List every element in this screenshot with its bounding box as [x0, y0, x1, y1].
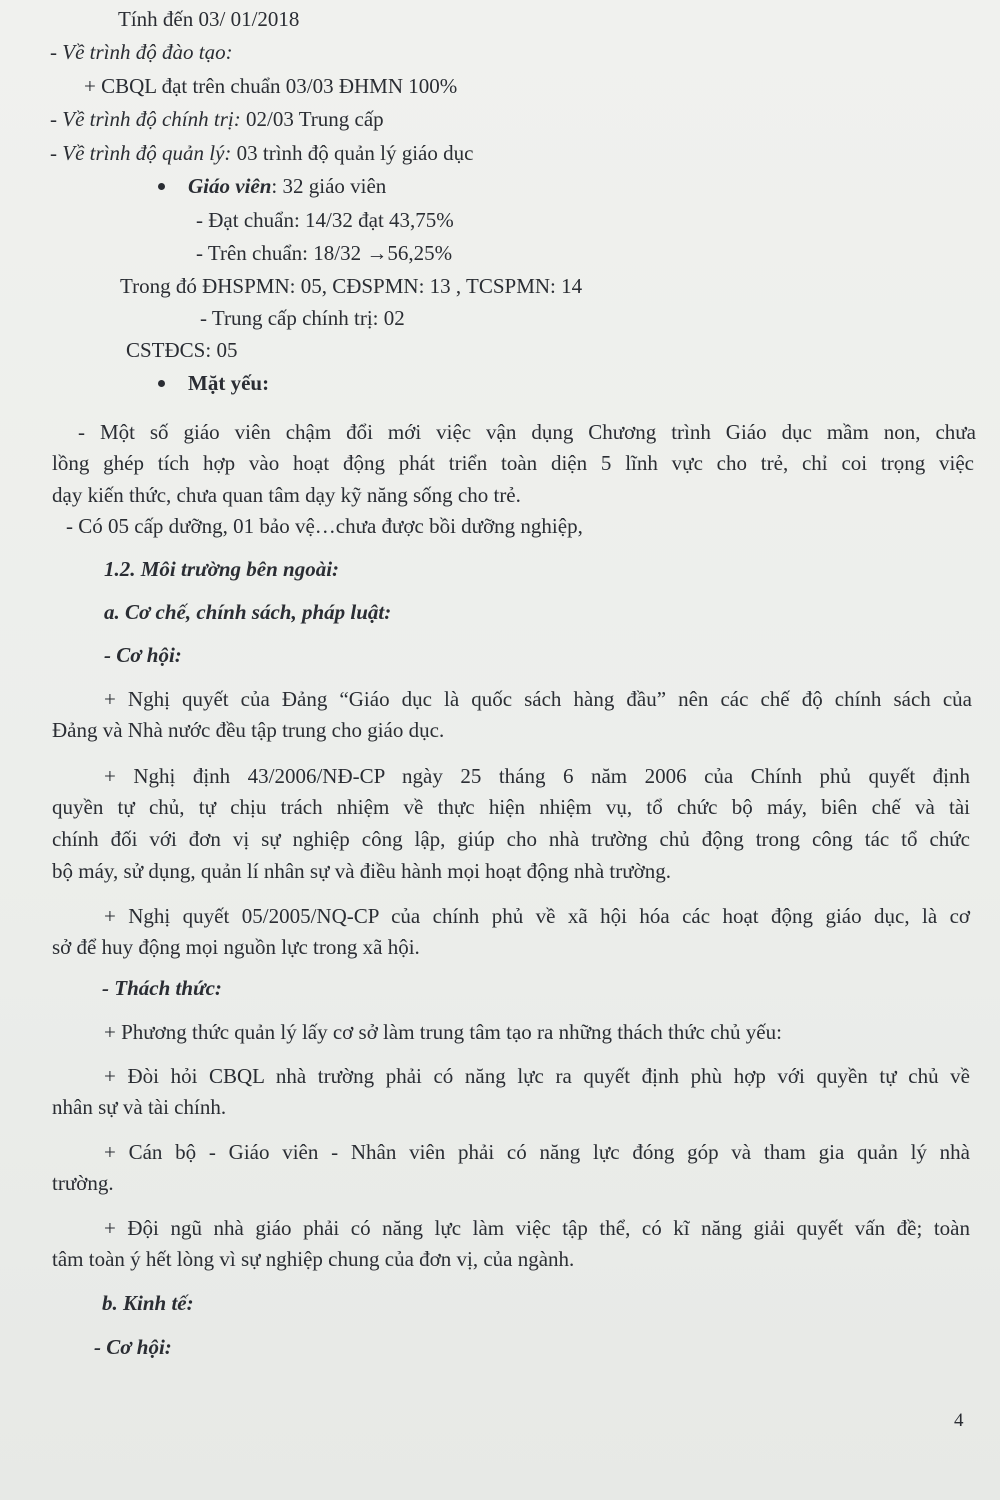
- political-level-line: [50, 106, 384, 132]
- bullet-dot: [158, 380, 165, 387]
- subsection-heading-policy: a. Cơ chế, chính sách, pháp luật:: [104, 600, 392, 624]
- paragraph-line: + Đòi hỏi CBQL nhà trường phải có năng lực ra quyết định phù hợp với quyền tự chủ về: [104, 1064, 970, 1088]
- cbql-standard-line: + CBQL đạt trên chuẩn 03/03 ĐHMN 100%: [84, 74, 458, 98]
- paragraph-line: bộ máy, sử dụng, quản lí nhân sự và điều hành mọi hoạt động nhà trường.: [52, 859, 671, 883]
- paragraph-line: quyền tự chủ, tự chịu trách nhiệm về thực hiện nhiệm vụ, tổ chức bộ máy, biên chế và tài: [52, 795, 970, 819]
- challenge-heading: - Thách thức:: [102, 976, 222, 1000]
- management-level-value: 03 trình độ quản lý giáo dục: [231, 141, 474, 165]
- paragraph-line: + Cán bộ - Giáo viên - Nhân viên phải có năng lực đóng góp và tham gia quản lý nhà: [104, 1140, 970, 1164]
- paragraph-line: trường.: [52, 1171, 114, 1195]
- weakness-paragraph-line: - Một số giáo viên chậm đổi mới việc vận dụng Chương trình Giáo dục mầm non, chưa: [78, 420, 976, 444]
- paragraph-line: + Nghị quyết của Đảng “Giáo dục là quốc sách hàng đầu” nên các chế độ chính sách của: [104, 687, 972, 711]
- management-level-label: - Về trình độ quản lý:: [50, 141, 232, 165]
- training-level-heading: - Về trình độ đào tạo:: [50, 40, 233, 64]
- date-line: Tính đến 03/ 01/2018: [118, 7, 300, 31]
- paragraph-line: Đảng và Nhà nước đều tập trung cho giáo dục.: [52, 718, 445, 742]
- teachers-count: : 32 giáo viên: [271, 174, 387, 198]
- section-heading-external: 1.2. Môi trường bên ngoài:: [104, 557, 340, 581]
- paragraph-line: + Phương thức quản lý lấy cơ sở làm trung tâm tạo ra những thách thức chủ yếu:: [104, 1020, 782, 1044]
- paragraph-line: + Nghị định 43/2006/NĐ-CP ngày 25 tháng 6 năm 2006 của Chính phủ quyết định: [104, 764, 970, 788]
- page-number: 4: [954, 1410, 964, 1431]
- standard-line: - Đạt chuẩn: 14/32 đạt 43,75%: [196, 208, 454, 232]
- paragraph-line: chính đối với đơn vị sự nghiệp công lập, giúp cho nhà trường chủ động trong công tác tổ chức: [52, 827, 970, 851]
- paragraph-line: + Đội ngũ nhà giáo phải có năng lực làm việc tập thể, có kĩ năng giải quyết vấn đề; toàn: [104, 1216, 970, 1240]
- subsection-heading-economy: b. Kinh tế:: [102, 1291, 194, 1315]
- paragraph-line: sở để huy động mọi nguồn lực trong xã hội.: [52, 935, 420, 959]
- political-level-value: 02/03 Trung cấp: [240, 107, 384, 131]
- cstdcs-line: CSTĐCS: 05: [126, 338, 238, 362]
- above-standard-line: - Trên chuẩn: 18/32 →56,25%: [196, 241, 453, 265]
- paragraph-line: nhân sự và tài chính.: [52, 1095, 227, 1119]
- weakness-paragraph-line: lồng ghép tích hợp vào hoạt động phát triển toàn diện 5 lĩnh vực cho trẻ, chỉ coi trọng việc: [52, 451, 974, 475]
- teachers-label: Giáo viên: [188, 174, 272, 198]
- opportunity-heading: - Cơ hội:: [94, 1335, 172, 1359]
- political-level-label: - Về trình độ chính trị:: [50, 107, 241, 131]
- teachers-line: [188, 173, 386, 199]
- paragraph-line: + Nghị quyết 05/2005/NQ-CP của chính phủ về xã hội hóa các hoạt động giáo dục, là cơ: [104, 904, 970, 928]
- paragraph-line: tâm toàn ý hết lòng vì sự nghiệp chung của đơn vị, của ngành.: [52, 1247, 575, 1271]
- weakness-paragraph-line: dạy kiến thức, chưa quan tâm dạy kỹ năng sống cho trẻ.: [52, 483, 521, 507]
- opportunity-heading: - Cơ hội:: [104, 643, 182, 667]
- management-level-line: [50, 140, 473, 166]
- staff-line: - Có 05 cấp dưỡng, 01 bảo vệ…chưa được bồi dưỡng nghiệp,: [66, 514, 583, 538]
- qualification-breakdown: Trong đó ĐHSPMN: 05, CĐSPMN: 13 , TCSPMN: 14: [120, 274, 583, 298]
- weakness-heading: Mặt yếu:: [188, 371, 270, 395]
- bullet-dot: [158, 183, 165, 190]
- political-intermediate-line: - Trung cấp chính trị: 02: [200, 306, 405, 330]
